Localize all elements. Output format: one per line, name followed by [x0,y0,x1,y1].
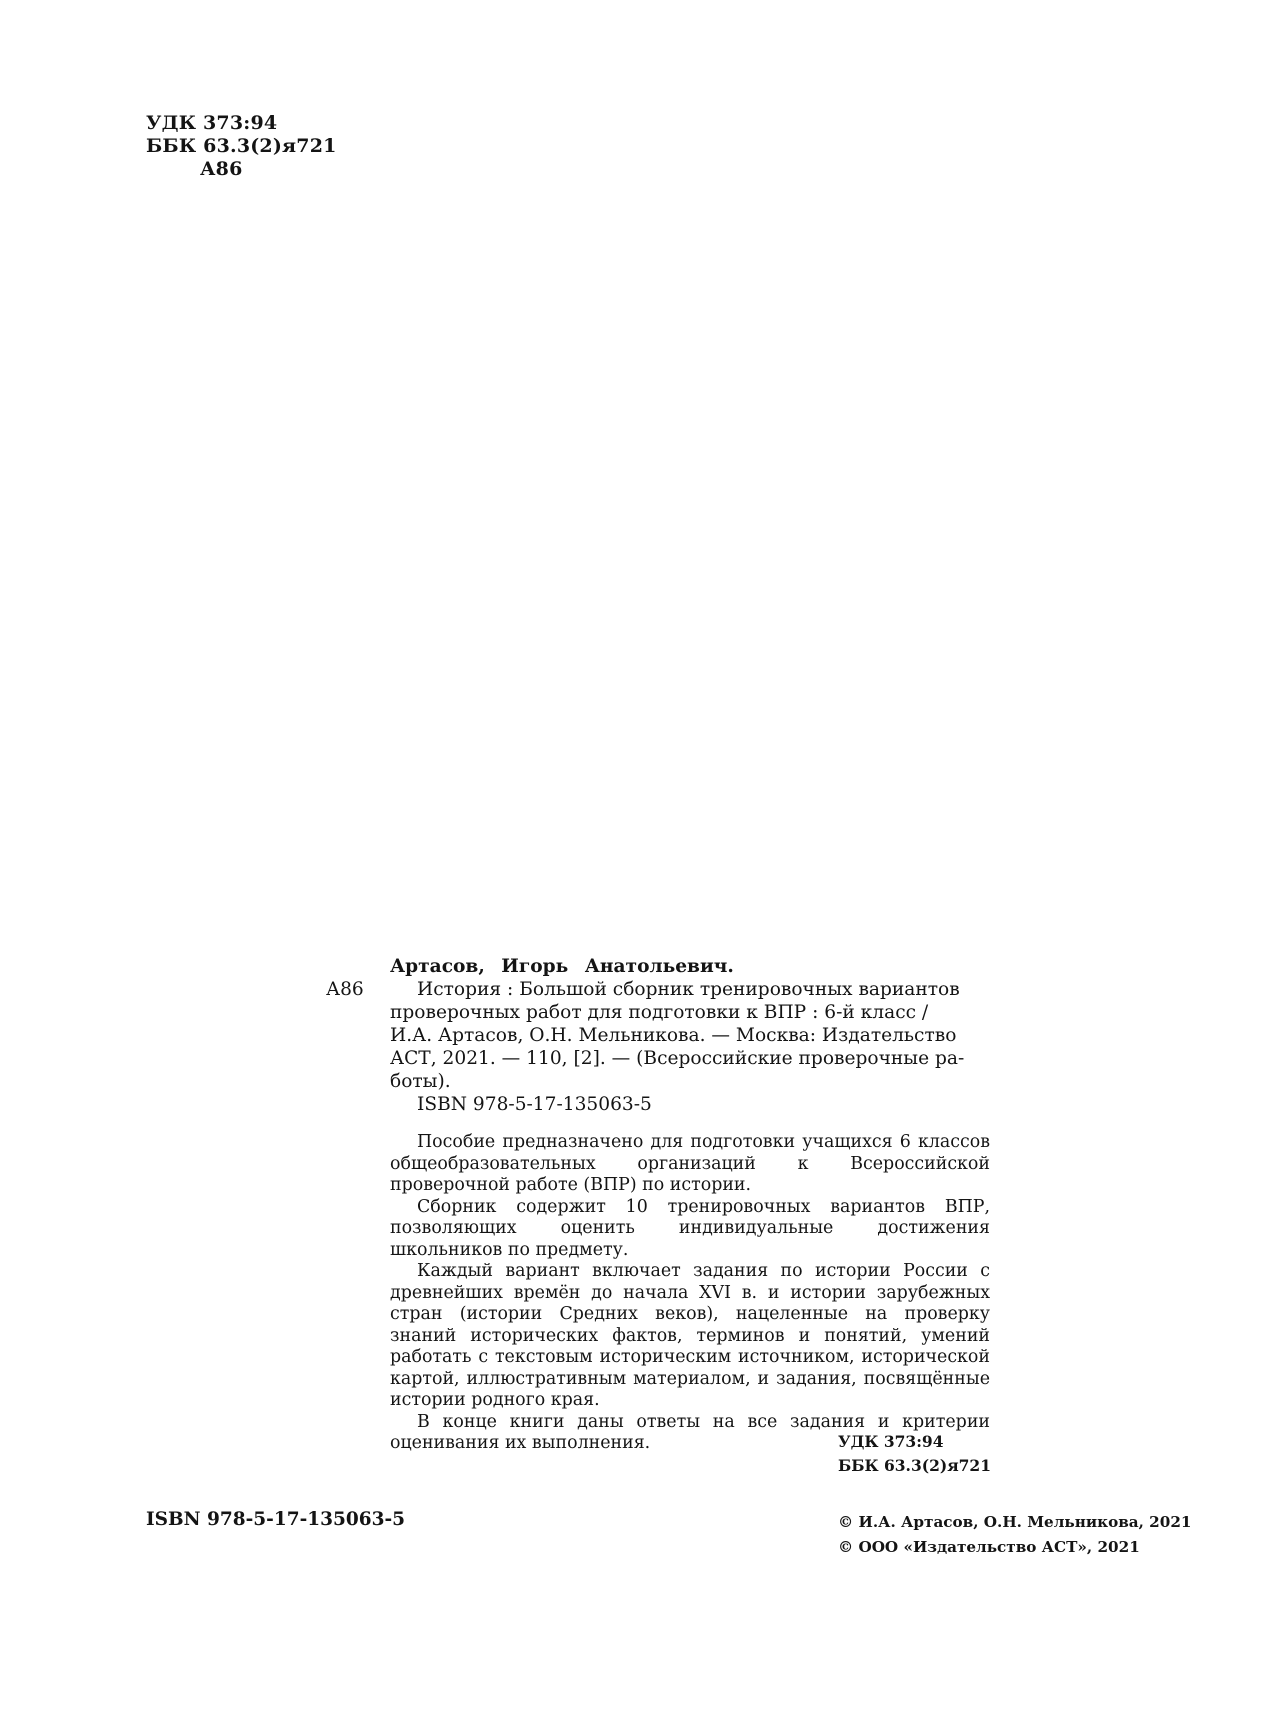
catalog-entry-line: проверочных работ для подготовки к ВПР : 6-й класс / [390,1002,929,1023]
catalog-card [326,955,992,1116]
udk-code: УДК 373:94 [838,1432,944,1451]
annotation-paragraph: Пособие предназначено для подготовки учащихся 6 классов общеобразовательных организаций к Всероссийской проверочной работе (ВПР) по истории. [390,1132,990,1195]
catalog-author-sign: А86 [326,979,364,1000]
bbk-code: ББК 63.3(2)я721 [146,135,337,157]
author-sign: А86 [200,158,243,180]
copyright-block [838,1510,1191,1560]
catalog-entry [326,978,992,1093]
classification-codes-bottom [838,1430,991,1478]
catalog-entry-line: История : Большой сборник тренировочных вариантов [417,979,960,1000]
udk-code: УДК 373:94 [146,112,278,134]
footer-isbn: ISBN 978-5-17-135063-5 [146,1509,406,1530]
copyright-publisher: © ООО «Издательство АСТ», 2021 [838,1538,1140,1556]
annotation-paragraph: В конце книги даны ответы на все задания и критерии оценивания их выполнения. [390,1411,990,1453]
annotation [390,1132,990,1455]
catalog-entry-line: боты). [390,1071,451,1092]
catalog-entry-line: И.А. Артасов, О.Н. Мельникова. — Москва: Издательство [390,1025,957,1046]
catalog-entry-line: АСТ, 2021. — 110, [2]. — (Всероссийские проверочные ра- [390,1048,965,1069]
catalog-author: Артасов, Игорь Анатольевич. [390,956,734,977]
bbk-code: ББК 63.3(2)я721 [838,1456,991,1475]
classification-codes-top [146,112,337,181]
annotation-paragraph: Каждый вариант включает задания по истории России с древнейших времён до начала XVI в. и истории зарубежных стран (истории Средних веков), нацеленные на проверку знаний исторических фактов, терминов и понятий, умений работать с текстовым историческим источником, исторической картой, иллюстративным материалом, и задания, посвящённые истории родного края. [390,1261,990,1410]
catalog-isbn: ISBN 978-5-17-135063-5 [417,1094,652,1115]
copyright-authors: © И.А. Артасов, О.Н. Мельникова, 2021 [838,1513,1192,1531]
annotation-paragraph: Сборник содержит 10 тренировочных вариантов ВПР, позволяющих оценить индивидуальные достижения школьников по предмету. [390,1196,990,1260]
